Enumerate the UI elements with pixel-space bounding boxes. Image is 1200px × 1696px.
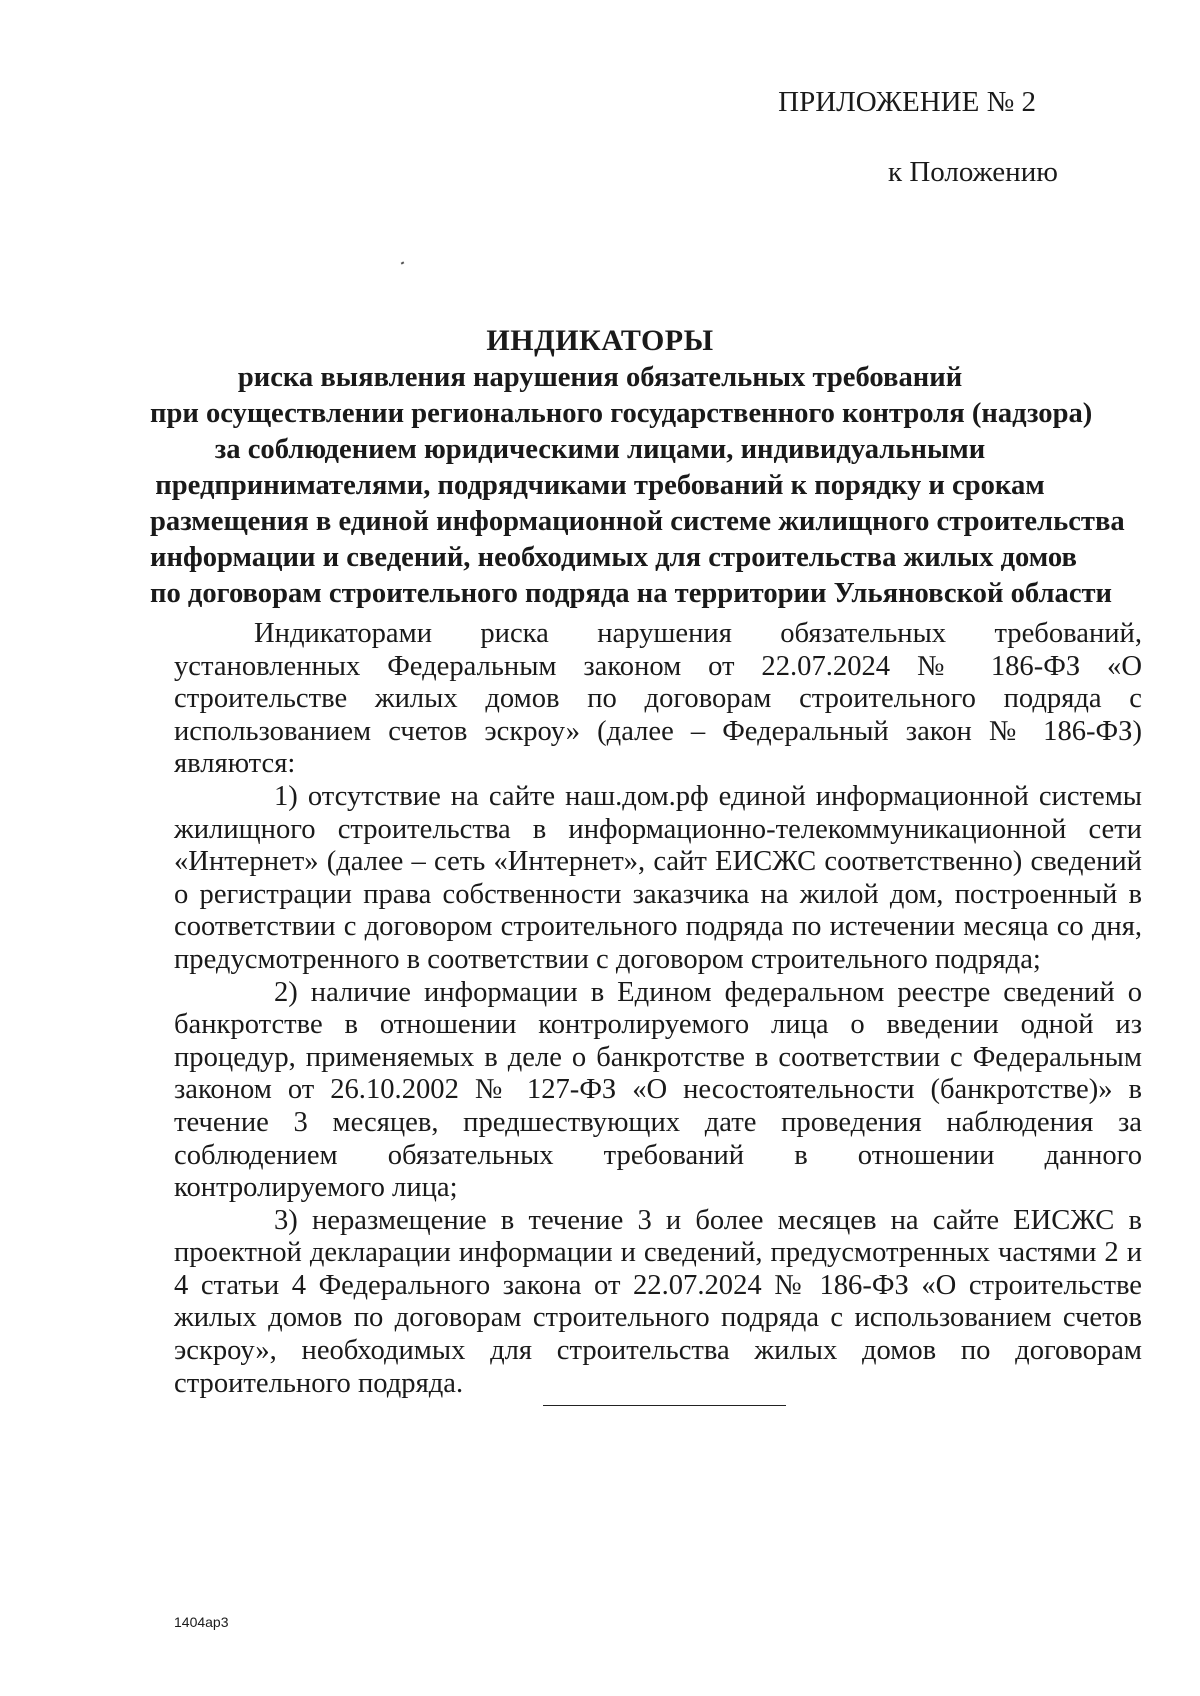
indicator-item-1: 1) отсутствие на сайте наш.дом.рф единой информационной системы жилищного строительства в информационно-телекоммуникационной сети «Интернет» (далее – сеть «Интернет», сайт ЕИСЖС соответственно) сведений о регистрации права собственности заказчика на жилой дом, построенный в соответствии с договором строительного подряда по истечении месяца со дня, предусмотренного в соответствии с договором строительного подряда;: [174, 780, 1142, 975]
document-subtitle: [150, 360, 1125, 612]
subtitle-line: информации и сведений, необходимых для строительства жилых домов: [150, 542, 1077, 573]
document-code: 1404ар3: [174, 1614, 229, 1630]
indicator-item-2: 2) наличие информации в Едином федеральном реестре сведений о банкротстве в отношении контролируемого лица о введении одной из процедур, применяемых в деле о банкротстве в соответствии с Федеральным законом от 26.10.2002 № 127-ФЗ «О несостоятельности (банкротстве)» в течение 3 месяцев, предшествующих дате проведения наблюдения за соблюдением обязательных требований в отношении данного контролируемого лица;: [174, 976, 1142, 1204]
subtitle-line: предпринимателями, подрядчиками требований к порядку и срокам: [155, 470, 1045, 501]
document-body: [174, 618, 1142, 1400]
closing-divider: [543, 1405, 786, 1406]
subtitle-line: за соблюдением юридическими лицами, индивидуальными: [214, 434, 986, 465]
subtitle-line: размещения в единой информационной системе жилищного строительства: [150, 506, 1125, 537]
subtitle-line: риска выявления нарушения обязательных требований: [237, 362, 963, 393]
indicator-item-3: 3) неразмещение в течение 3 и более месяцев на сайте ЕИСЖС в проектной декларации информации и сведений, предусмотренных частями 2 и 4 статьи 4 Федерального закона от 22.07.2024 № 186-ФЗ «О строительстве жилых домов по договорам строительного подряда с использованием счетов эскроу», необходимых для строительства жилых домов по договорам строительного подряда.: [174, 1204, 1142, 1399]
scan-speck: [401, 261, 405, 264]
appendix-reference: к Положению: [888, 156, 1058, 188]
intro-paragraph: Индикаторами риска нарушения обязательных требований, установленных Федеральным законом от 22.07.2024 № 186-ФЗ «О строительстве жилых домов по договорам строительного подряда с использованием счетов эскроу» (далее – Федеральный закон № 186-ФЗ) являются:: [174, 618, 1142, 780]
title-block: [150, 322, 1125, 612]
appendix-label: ПРИЛОЖЕНИЕ № 2: [778, 86, 1036, 118]
subtitle-line: по договорам строительного подряда на территории Ульяновской области: [150, 578, 1113, 609]
subtitle-line: при осуществлении регионального государственного контроля (надзора): [150, 398, 1093, 429]
document-title: ИНДИКАТОРЫ: [486, 324, 714, 357]
